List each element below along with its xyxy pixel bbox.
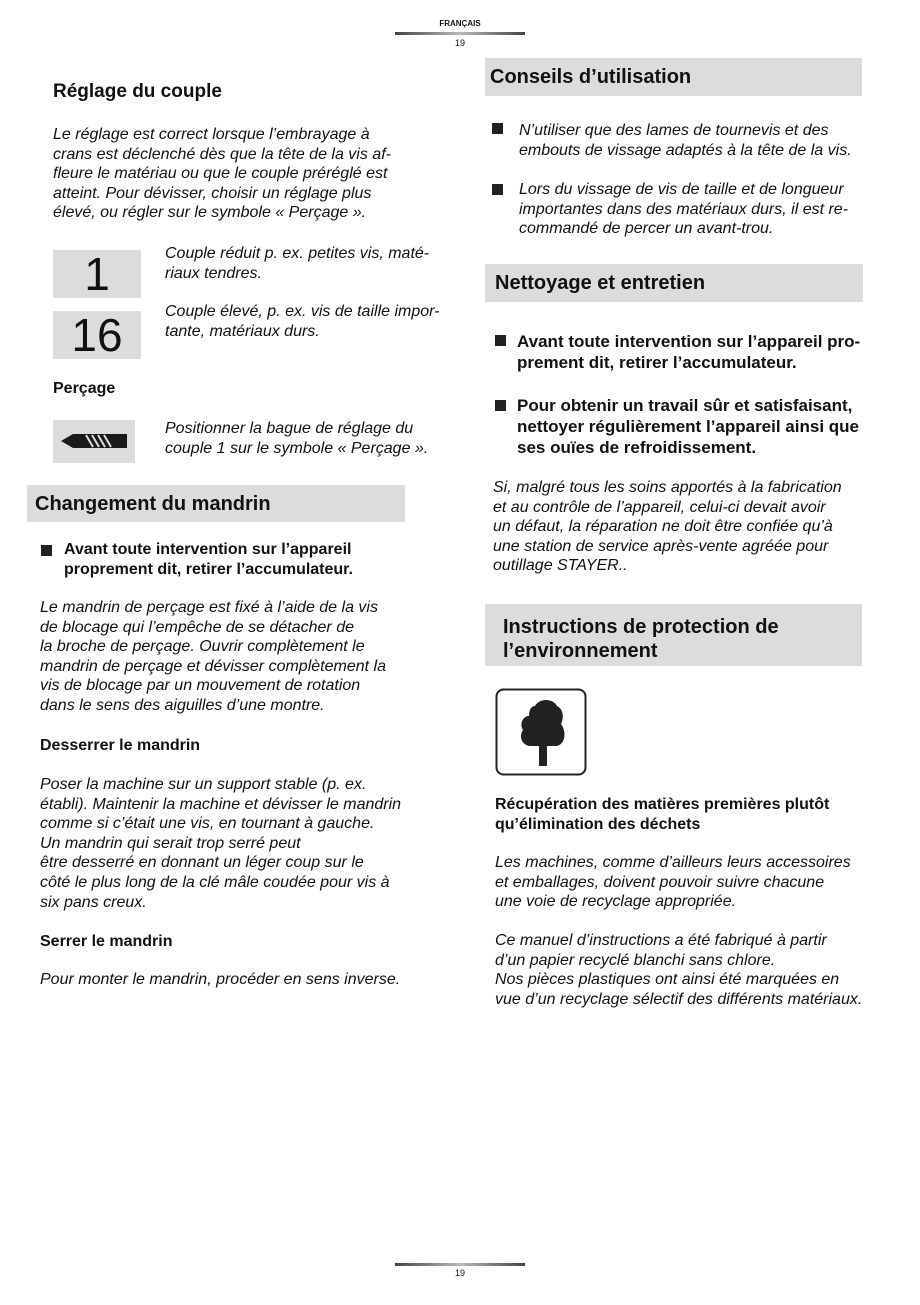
section-title-nettoyage: Nettoyage et entretien <box>495 272 706 294</box>
tree-recycling-icon <box>495 688 587 776</box>
setting-16-badge: 16 <box>53 311 141 359</box>
desserrer-title: Desserrer le mandrin <box>40 737 201 754</box>
percage-title: Perçage <box>53 380 116 397</box>
nettoyage-item: Pour obtenir un travail sûr et satisfaisant, nettoyer régulièrement l’appareil ainsi que ses ouïes de refroidissement. <box>517 396 859 457</box>
section-title-mandrin: Changement du mandrin <box>35 493 271 515</box>
footer-page-number: 19 <box>454 1268 465 1278</box>
percage-text: Positionner la bague de réglage du couple 1 sur le symbole « Perçage ». <box>165 420 429 457</box>
setting-1-text: Couple réduit p. ex. petites vis, maté- riaux tendres. <box>165 245 430 282</box>
serrer-title: Serrer le mandrin <box>40 933 173 950</box>
bullet-square-icon <box>41 545 52 556</box>
header-language: FRANÇAIS <box>439 19 481 28</box>
bullet-square-icon <box>492 123 503 134</box>
section-title-reglage: Réglage du couple <box>53 81 222 102</box>
setting-16-text: Couple élevé, p. ex. vis de taille impor- tante, matériaux durs. <box>165 303 440 340</box>
bullet-square-icon <box>495 335 506 346</box>
section-header-mandrin <box>27 485 405 522</box>
serrer-paragraph: Pour monter le mandrin, procéder en sens inverse. <box>40 971 401 988</box>
conseils-item: Lors du vissage de vis de taille et de longueur importantes dans des matériaux durs, il est re- commandé de percer un avant-trou. <box>519 181 849 238</box>
bullet-square-icon <box>492 184 503 195</box>
footer-rule <box>395 1263 525 1266</box>
environnement-paragraph-1: Les machines, comme d’ailleurs leurs accessoires et emballages, doivent pouvoir suivre chacune une voie de recyclage appropriée. <box>495 854 851 911</box>
section-header-nettoyage <box>485 264 863 302</box>
section-title-environnement: Instructions de protection de l’environnement <box>503 616 779 662</box>
reglage-paragraph: Le réglage est correct lorsque l’embrayage à crans est déclenché dès que la tête de la vis af- fleure le matériau ou que le couple préréglé est atteint. Pour dévisser, choisir un réglage plus élevé, ou régler sur le symbole « Perçage ». <box>53 126 391 222</box>
nettoyage-item: Avant toute intervention sur l’appareil pro- prement dit, retirer l’accumulateur. <box>517 332 861 372</box>
section-header-conseils <box>485 58 862 96</box>
drill-symbol-icon <box>53 420 135 463</box>
header-page-number: 19 <box>454 38 465 48</box>
bullet-square-icon <box>495 400 506 411</box>
conseils-item: N’utiliser que des lames de tournevis et des embouts de vissage adaptés à la tête de la vis. <box>519 122 852 159</box>
section-header-environnement <box>485 604 862 666</box>
desserrer-paragraph: Poser la machine sur un support stable (p. ex. établi). Maintenir la machine et dévisser le mandrin comme si c’était une vis, en tournant à gauche. Un mandrin qui serait trop serré peut être desserré en donnant un léger coup sur le côté le plus long de la clé mâle coudée pour vis à six pans creux. <box>40 776 402 911</box>
recuperation-subtitle: Récupération des matières premières plutôt qu’élimination des déchets <box>495 796 830 833</box>
header-rule <box>395 32 525 35</box>
environnement-paragraph-2: Ce manuel d’instructions a été fabriqué à partir d’un papier recyclé blanchi sans chlore. Nos pièces plastiques ont ainsi été marquées en vue d’un recyclage sélectif des différents matériaux. <box>495 932 863 1008</box>
nettoyage-paragraph: Si, malgré tous les soins apportés à la fabrication et au contrôle de l’appareil, celui-ci devait avoir un défaut, la réparation ne doit être confiée qu’à une station de service après-vente agréée pour outillage STAYER.. <box>493 479 842 575</box>
mandrin-paragraph: Le mandrin de perçage est fixé à l’aide de la vis de blocage qui l’empêche de se détacher de la broche de perçage. Ouvrir complètement le mandrin de perçage et dévisser complètement la vis de blocage par un mouvement de rotation dans le sens des aiguilles d’une montre. <box>40 599 386 714</box>
section-title-conseils: Conseils d’utilisation <box>490 66 692 88</box>
mandrin-warning: Avant toute intervention sur l’appareil proprement dit, retirer l’accumulateur. <box>64 541 353 578</box>
setting-1-badge: 1 <box>53 250 141 298</box>
